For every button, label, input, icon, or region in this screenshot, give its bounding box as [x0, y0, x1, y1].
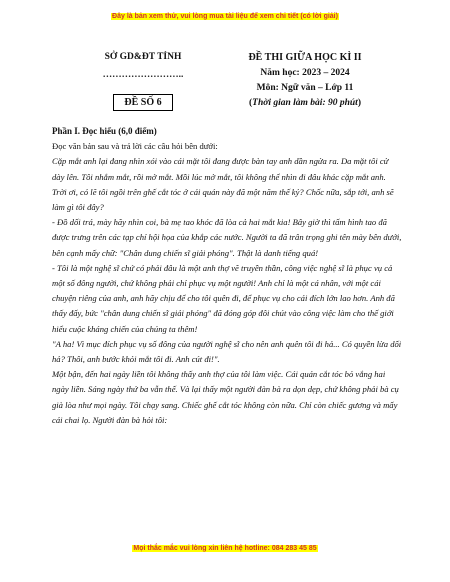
subject: Môn: Ngữ văn – Lớp 11 [256, 83, 354, 93]
time-limit [225, 98, 385, 108]
department-name: SỞ GD&ĐT TỈNH [104, 52, 182, 62]
preview-banner [0, 13, 450, 20]
passage-paragraph: - Đồ dối trá, mày hãy nhìn coi, bà mẹ tao khóc đã lòa cả hai mắt kia! Bây giờ thì tấm hình tao đã được trưng trên các tạp chí hội họa của khắp các nước. Người ta đã trân trọng ghi tên mày bên dưới, bên cạnh mấy chữ: "Chân dung chiến sĩ giải phóng". Thật là danh tiếng quá! [52, 217, 402, 258]
header-right [225, 52, 385, 113]
department-dots: …………………….. [102, 70, 184, 80]
time-open-paren: ( [248, 98, 253, 108]
passage-paragraph: "A ha! Vì mục đích phục vụ số đông của người nghệ sĩ cho nên anh quên tôi đi hả... Có quyền lừa dối hả? Thôi, anh bước khỏi mắt tôi đi. Anh cút đi!". [52, 338, 402, 365]
hotline-banner-text: Mọi thắc mắc vui lòng xin liên hệ hotline: 084 283 45 85 [133, 545, 317, 552]
school-year: Năm học: 2023 – 2024 [260, 68, 350, 78]
preview-banner-text: Đây là bản xem thử, vui lòng mua tài liệu để xem chi tiết (có lời giải) [112, 13, 338, 20]
passage-paragraph: Một bận, đến hai ngày liền tôi không thấy anh thợ của tôi làm việc. Cái quán cắt tóc bỏ vắng hai ngày liền. Sáng ngày thứ ba vẫn thế. Và lại thấy một người đàn bà ra dọn dẹp, chứ không phải bà cụ già lòa như mọi ngày. Tôi chạy sang. Chiếc ghế cắt tóc không còn nữa. Chỉ còn chiếc gương và mấy cái chai lọ. Người đàn bà hỏi tôi: [52, 369, 399, 425]
time-text: Thời gian làm bài: 90 phút [252, 98, 358, 108]
part-title: Phần I. Đọc hiểu (6,0 điểm) [52, 126, 157, 136]
header-left [68, 52, 218, 111]
exam-code-box: ĐỀ SỐ 6 [113, 94, 172, 111]
document-body [52, 124, 402, 428]
hotline-banner [0, 545, 450, 552]
time-close-paren: ) [357, 98, 361, 108]
passage-paragraph: - Tôi là một nghệ sĩ chứ có phải đâu là một anh thợ vẽ truyền thần, công việc nghệ sĩ là phục vụ cả một số đông người, chứ không phải chỉ phục vụ một người! Anh chỉ là một cá nhân, với một cái chuyện riêng của anh, anh hãy chịu để cho tôi quên đi, để phục vụ cho cái đích lớn lao hơn. Anh đã thấy đấy, bức "chân dung chiến sĩ giải phóng" đã đóng góp đôi chút vào công việc làm cho thế giới hiểu cuộc kháng chiến của chúng ta thêm! [52, 262, 395, 334]
passage-paragraph: Cặp mắt anh lại đang nhìn xói vào cái mặt tôi đang được bàn tay anh dần ngửa ra. Da mặt tôi cử dày lên. Tôi nhắm mắt, rồi mở mắt. Mồi lúc mở mắt, tôi không thể nhìn đi đâu khác cặp mắt anh. Trời ơi, có lẽ tôi ngồi trên ghế cắt tóc ở cái quán này đã một năm thế kỷ? Chốc nữa, sắp tới, anh sẽ làm gì tôi đây? [52, 156, 394, 213]
exam-title: ĐỀ THI GIỮA HỌC KÌ II [248, 52, 362, 63]
instruction: Đọc văn bản sau và trả lời các câu hỏi bên dưới: [52, 141, 218, 152]
